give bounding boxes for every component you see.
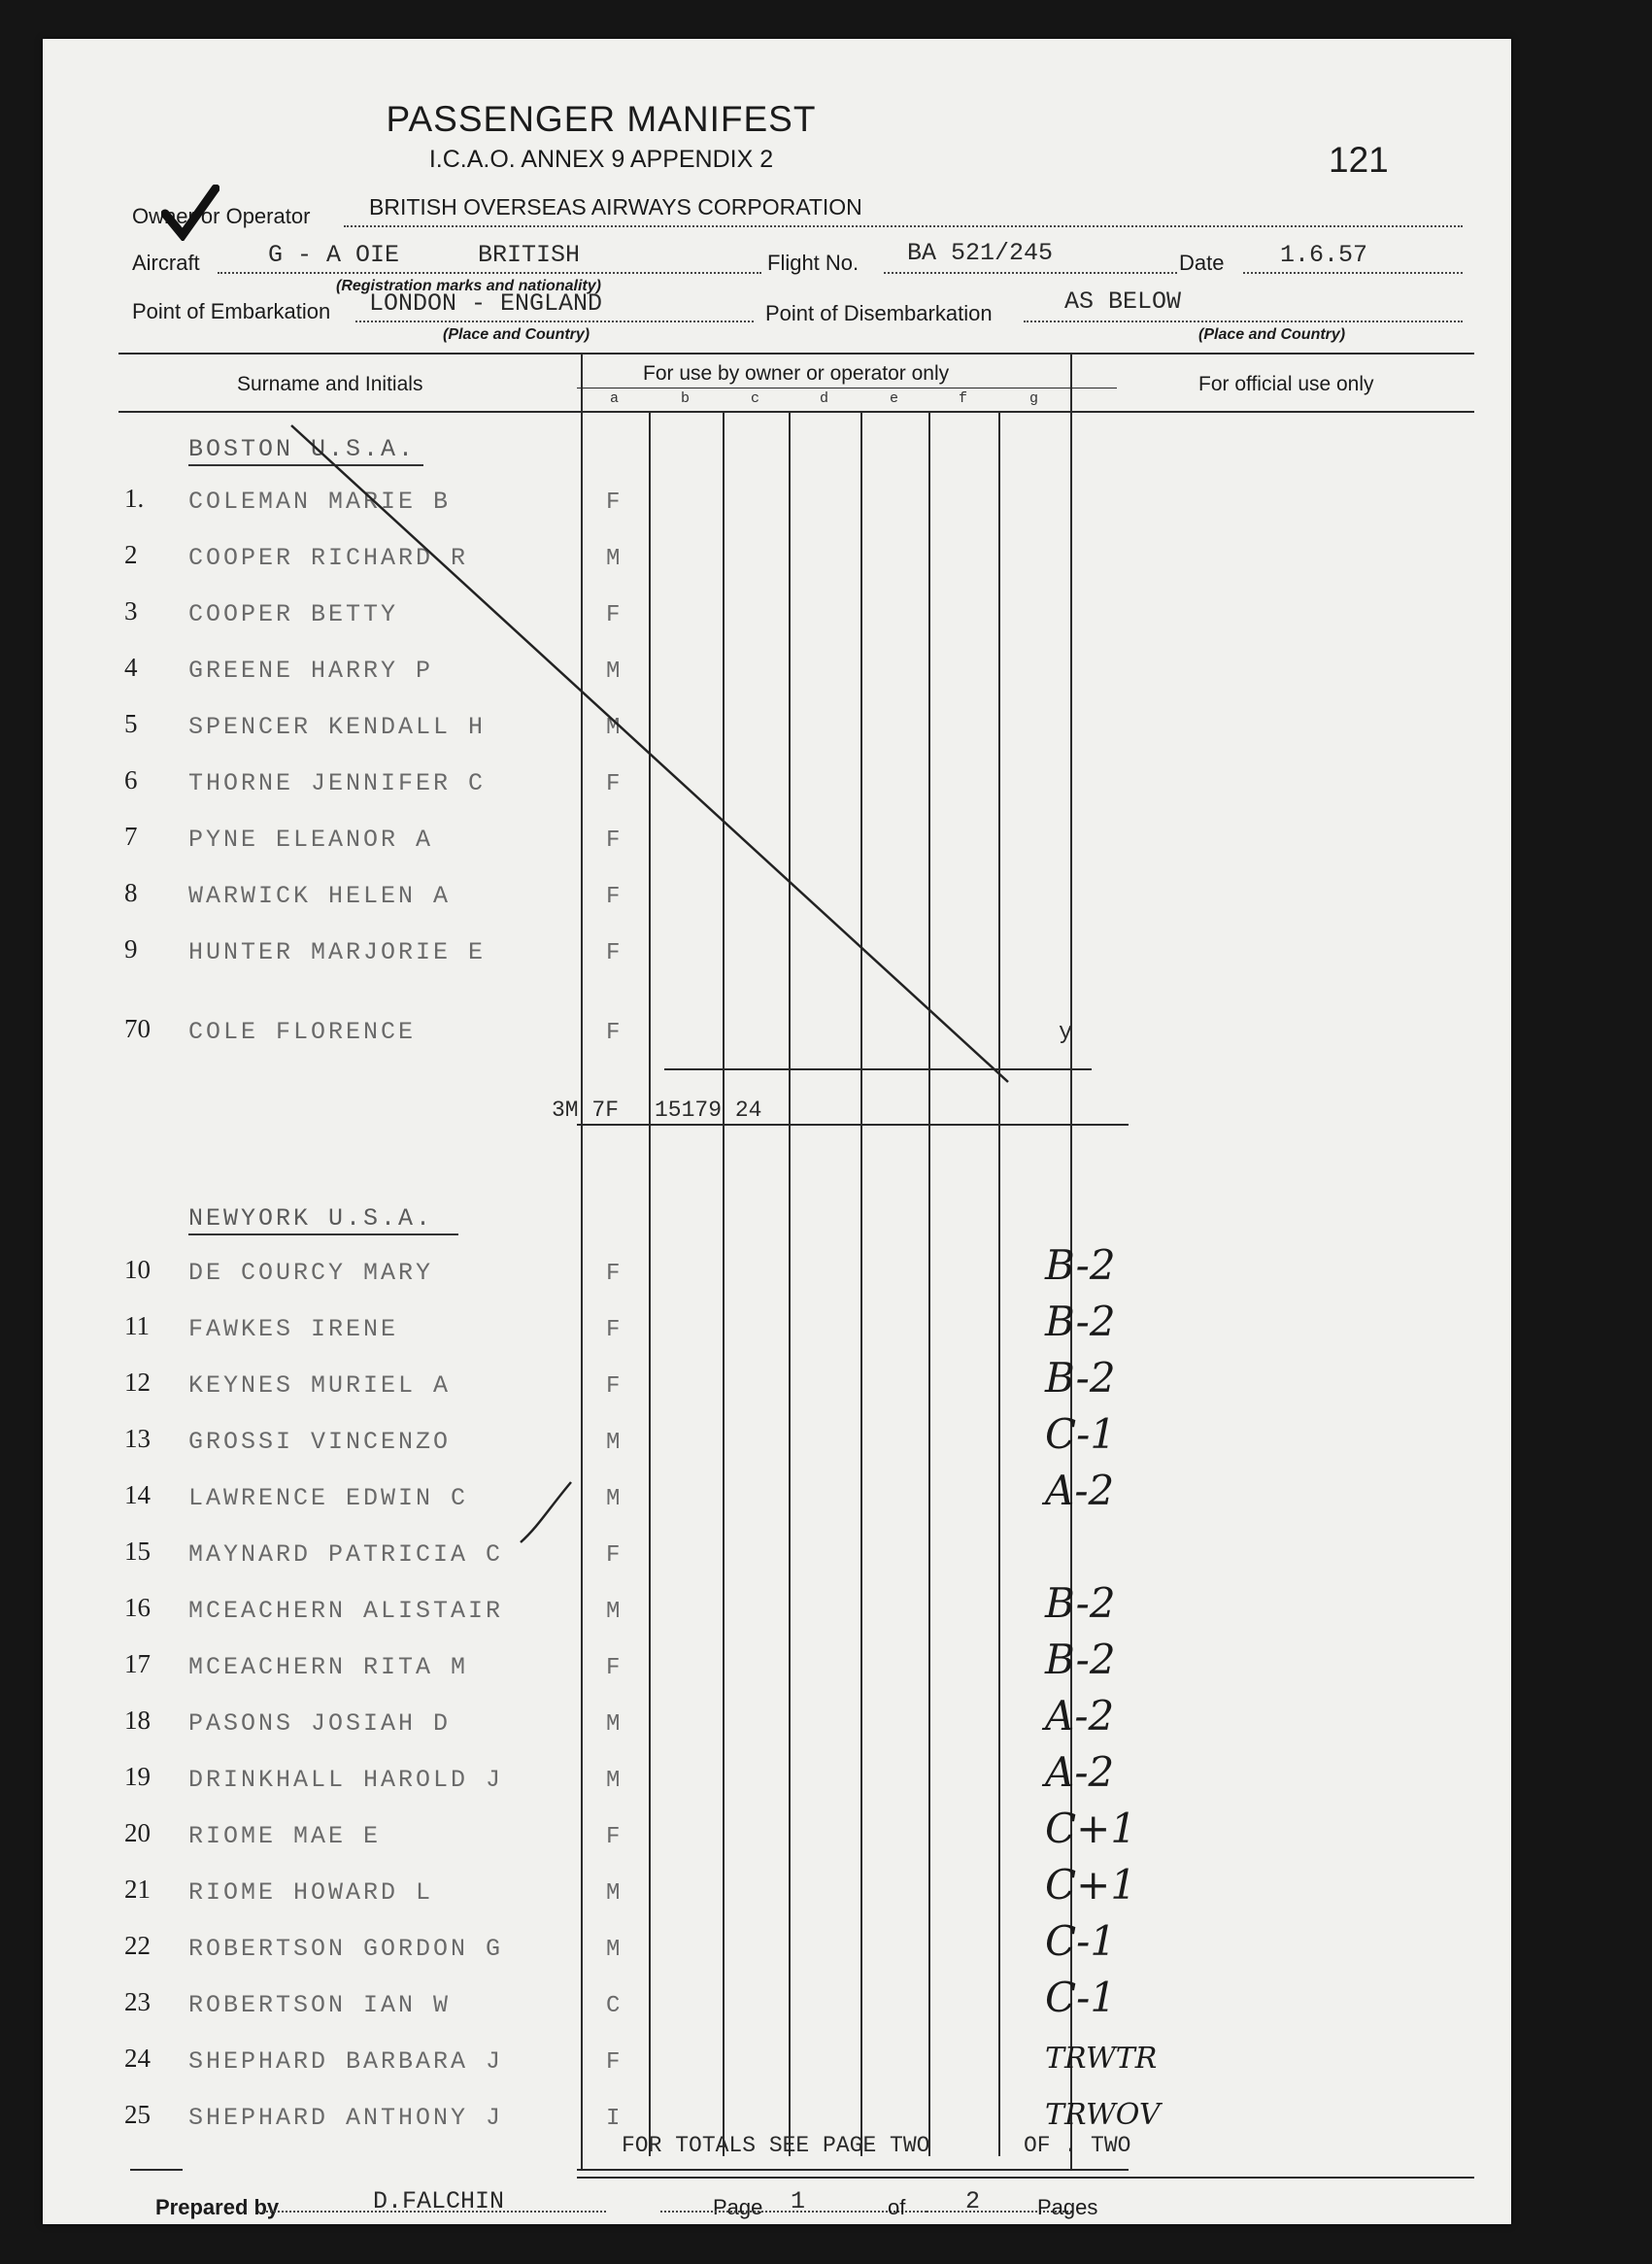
passenger-number: 1. xyxy=(124,484,145,513)
passenger-sex: F xyxy=(606,1317,621,1343)
seat-assignment: TRWOV xyxy=(1045,2098,1161,2132)
passenger-number: 25 xyxy=(124,2100,151,2129)
aircraft-nationality: BRITISH xyxy=(478,241,581,269)
passenger-sex: F xyxy=(606,1824,621,1850)
disembarkation-label: Point of Disembarkation xyxy=(765,301,993,325)
boston-mark: y xyxy=(1059,1020,1073,1046)
seat-assignment: A-2 xyxy=(1045,1467,1115,1514)
passenger-sex: M xyxy=(606,1768,621,1794)
passenger-name: MCEACHERN ALISTAIR xyxy=(188,1597,504,1625)
column-letter: d xyxy=(820,390,829,407)
surname-header: Surname and Initials xyxy=(237,373,423,395)
seat-assignment: A-2 xyxy=(1045,1692,1115,1740)
passenger-number: 20 xyxy=(124,1818,151,1847)
owner-label: Owner or Operator xyxy=(132,204,311,228)
passenger-number: 4 xyxy=(124,653,138,682)
passenger-name: COLE FLORENCE xyxy=(188,1018,417,1046)
column-letter: e xyxy=(890,390,899,407)
passenger-number: 8 xyxy=(124,878,138,907)
passenger-sex: F xyxy=(606,1655,621,1681)
prepared-value: D.FALCHIN xyxy=(373,2187,505,2215)
passenger-name: COOPER BETTY xyxy=(188,600,399,628)
page-label: Page xyxy=(713,2195,763,2219)
passenger-name: FAWKES IRENE xyxy=(188,1315,399,1343)
seat-assignment: A-2 xyxy=(1045,1748,1115,1796)
owner-value: BRITISH OVERSEAS AIRWAYS CORPORATION xyxy=(369,194,862,220)
passenger-number: 18 xyxy=(124,1706,151,1735)
passenger-name: LAWRENCE EDWIN C xyxy=(188,1484,469,1512)
seat-assignment: C+1 xyxy=(1045,1861,1137,1909)
seat-assignment: TRWTR xyxy=(1045,2042,1158,2076)
passenger-number: 70 xyxy=(124,1014,151,1043)
passenger-sex: F xyxy=(606,884,621,910)
seat-assignment: C-1 xyxy=(1045,1410,1117,1458)
passenger-number: 9 xyxy=(124,934,138,963)
seat-assignment: C-1 xyxy=(1045,1974,1117,2021)
boston-total-mf: 3M 7F xyxy=(552,1098,620,1123)
passenger-number: 7 xyxy=(124,822,138,851)
passenger-sex: F xyxy=(606,1020,621,1046)
sheet-number: 121 xyxy=(1329,140,1389,180)
passenger-sex: F xyxy=(606,602,621,628)
passenger-sex: M xyxy=(606,1599,621,1625)
seat-assignment: B-2 xyxy=(1045,1636,1116,1683)
passenger-name: MAYNARD PATRICIA C xyxy=(188,1540,504,1569)
passenger-name: PYNE ELEANOR A xyxy=(188,826,434,854)
passenger-number: 10 xyxy=(124,1255,151,1284)
passenger-number: 12 xyxy=(124,1368,151,1397)
passenger-sex: F xyxy=(606,940,621,966)
embarkation-note: (Place and Country) xyxy=(443,326,590,343)
passenger-number: 14 xyxy=(124,1480,151,1509)
passenger-name: KEYNES MURIEL A xyxy=(188,1371,452,1400)
passenger-sex: F xyxy=(606,1261,621,1287)
passenger-name: GREENE HARRY P xyxy=(188,657,434,685)
passenger-number: 15 xyxy=(124,1537,151,1566)
pages-label: Pages xyxy=(1037,2195,1098,2219)
date-label: Date xyxy=(1179,251,1225,275)
column-letter: g xyxy=(1029,390,1039,407)
seat-assignment: C+1 xyxy=(1045,1805,1137,1852)
column-letter: f xyxy=(959,390,968,407)
passenger-name: THORNE JENNIFER C xyxy=(188,769,487,797)
aircraft-label: Aircraft xyxy=(132,251,200,275)
disembarkation-value: AS BELOW xyxy=(1064,287,1182,316)
passenger-number: 16 xyxy=(124,1593,151,1622)
of-value: 2 xyxy=(965,2187,981,2215)
passenger-number: 21 xyxy=(124,1875,151,1904)
passenger-name: RIOME MAE E xyxy=(188,1822,382,1850)
owner-use-header: For use by owner or operator only xyxy=(643,362,950,385)
passenger-sex: M xyxy=(606,1880,621,1907)
official-use-header: For official use only xyxy=(1198,373,1374,395)
registration-note: (Registration marks and nationality) xyxy=(336,278,601,294)
passenger-name: RIOME HOWARD L xyxy=(188,1878,434,1907)
seat-assignment: B-2 xyxy=(1045,1241,1116,1289)
passenger-sex: F xyxy=(606,2049,621,2076)
passenger-sex: F xyxy=(606,1542,621,1569)
passenger-sex: F xyxy=(606,771,621,797)
passenger-number: 5 xyxy=(124,709,138,738)
passenger-sex: M xyxy=(606,715,621,741)
embarkation-value: LONDON - ENGLAND xyxy=(369,289,603,318)
passenger-number: 11 xyxy=(124,1311,150,1340)
passenger-sex: I xyxy=(606,2106,621,2132)
manifest-title: PASSENGER MANIFEST xyxy=(386,99,817,139)
passenger-name: DRINKHALL HAROLD J xyxy=(188,1766,504,1794)
passenger-sex: C xyxy=(606,1993,621,2019)
column-letter: a xyxy=(610,390,620,407)
passenger-name: WARWICK HELEN A xyxy=(188,882,452,910)
passenger-name: COOPER RICHARD R xyxy=(188,544,469,572)
passenger-name: SPENCER KENDALL H xyxy=(188,713,487,741)
passenger-sex: F xyxy=(606,1373,621,1400)
passenger-number: 24 xyxy=(124,2044,151,2073)
page-value: 1 xyxy=(791,2187,806,2215)
passenger-sex: M xyxy=(606,659,621,685)
column-letter: c xyxy=(751,390,760,407)
passenger-name: HUNTER MARJORIE E xyxy=(188,938,487,966)
passenger-name: ROBERTSON IAN W xyxy=(188,1991,452,2019)
seat-assignment: B-2 xyxy=(1045,1579,1116,1627)
passenger-number: 17 xyxy=(124,1649,151,1678)
passenger-number: 13 xyxy=(124,1424,151,1453)
passenger-name: ROBERTSON GORDON G xyxy=(188,1935,504,1963)
newyork-heading: NEWYORK U.S.A. xyxy=(188,1204,434,1233)
of-label: of xyxy=(888,2195,906,2219)
manifest-subtitle: I.C.A.O. ANNEX 9 APPENDIX 2 xyxy=(428,146,774,173)
boston-heading: BOSTON U.S.A. xyxy=(188,435,417,463)
seat-assignment: B-2 xyxy=(1045,1354,1116,1402)
passenger-name: MCEACHERN RITA M xyxy=(188,1653,469,1681)
prepared-label: Prepared by xyxy=(155,2195,280,2219)
passenger-name: COLEMAN MARIE B xyxy=(188,488,452,516)
passenger-name: GROSSI VINCENZO xyxy=(188,1428,452,1456)
boston-total-values: 15179 24 xyxy=(655,1098,762,1123)
passenger-sex: M xyxy=(606,1486,621,1512)
passenger-name: SHEPHARD ANTHONY J xyxy=(188,2104,504,2132)
passenger-name: PASONS JOSIAH D xyxy=(188,1709,452,1738)
passenger-number: 22 xyxy=(124,1931,151,1960)
flight-label: Flight No. xyxy=(767,251,860,275)
passenger-sex: F xyxy=(606,828,621,854)
passenger-name: SHEPHARD BARBARA J xyxy=(188,2047,504,2076)
passenger-number: 6 xyxy=(124,765,138,794)
passenger-sex: F xyxy=(606,490,621,516)
seat-assignment: C-1 xyxy=(1045,1917,1117,1965)
passenger-sex: M xyxy=(606,1430,621,1456)
seat-assignment: B-2 xyxy=(1045,1298,1116,1345)
passenger-number: 2 xyxy=(124,540,138,569)
of-two-note: OF . TWO xyxy=(1024,2133,1131,2158)
passenger-name: DE COURCY MARY xyxy=(188,1259,434,1287)
embarkation-label: Point of Embarkation xyxy=(132,299,331,323)
passenger-sex: M xyxy=(606,546,621,572)
disembarkation-note: (Place and Country) xyxy=(1198,326,1346,343)
passenger-sex: M xyxy=(606,1937,621,1963)
manifest-sheet xyxy=(43,39,1511,2224)
aircraft-registration: G - A OIE xyxy=(268,241,400,269)
passenger-number: 19 xyxy=(124,1762,151,1791)
date-value: 1.6.57 xyxy=(1280,241,1368,269)
passenger-sex: M xyxy=(606,1711,621,1738)
passenger-number: 23 xyxy=(124,1987,151,2016)
column-letter: b xyxy=(681,390,691,407)
totals-note: FOR TOTALS SEE PAGE TWO xyxy=(622,2133,930,2158)
passenger-number: 3 xyxy=(124,596,138,625)
flight-number: BA 521/245 xyxy=(907,239,1054,267)
